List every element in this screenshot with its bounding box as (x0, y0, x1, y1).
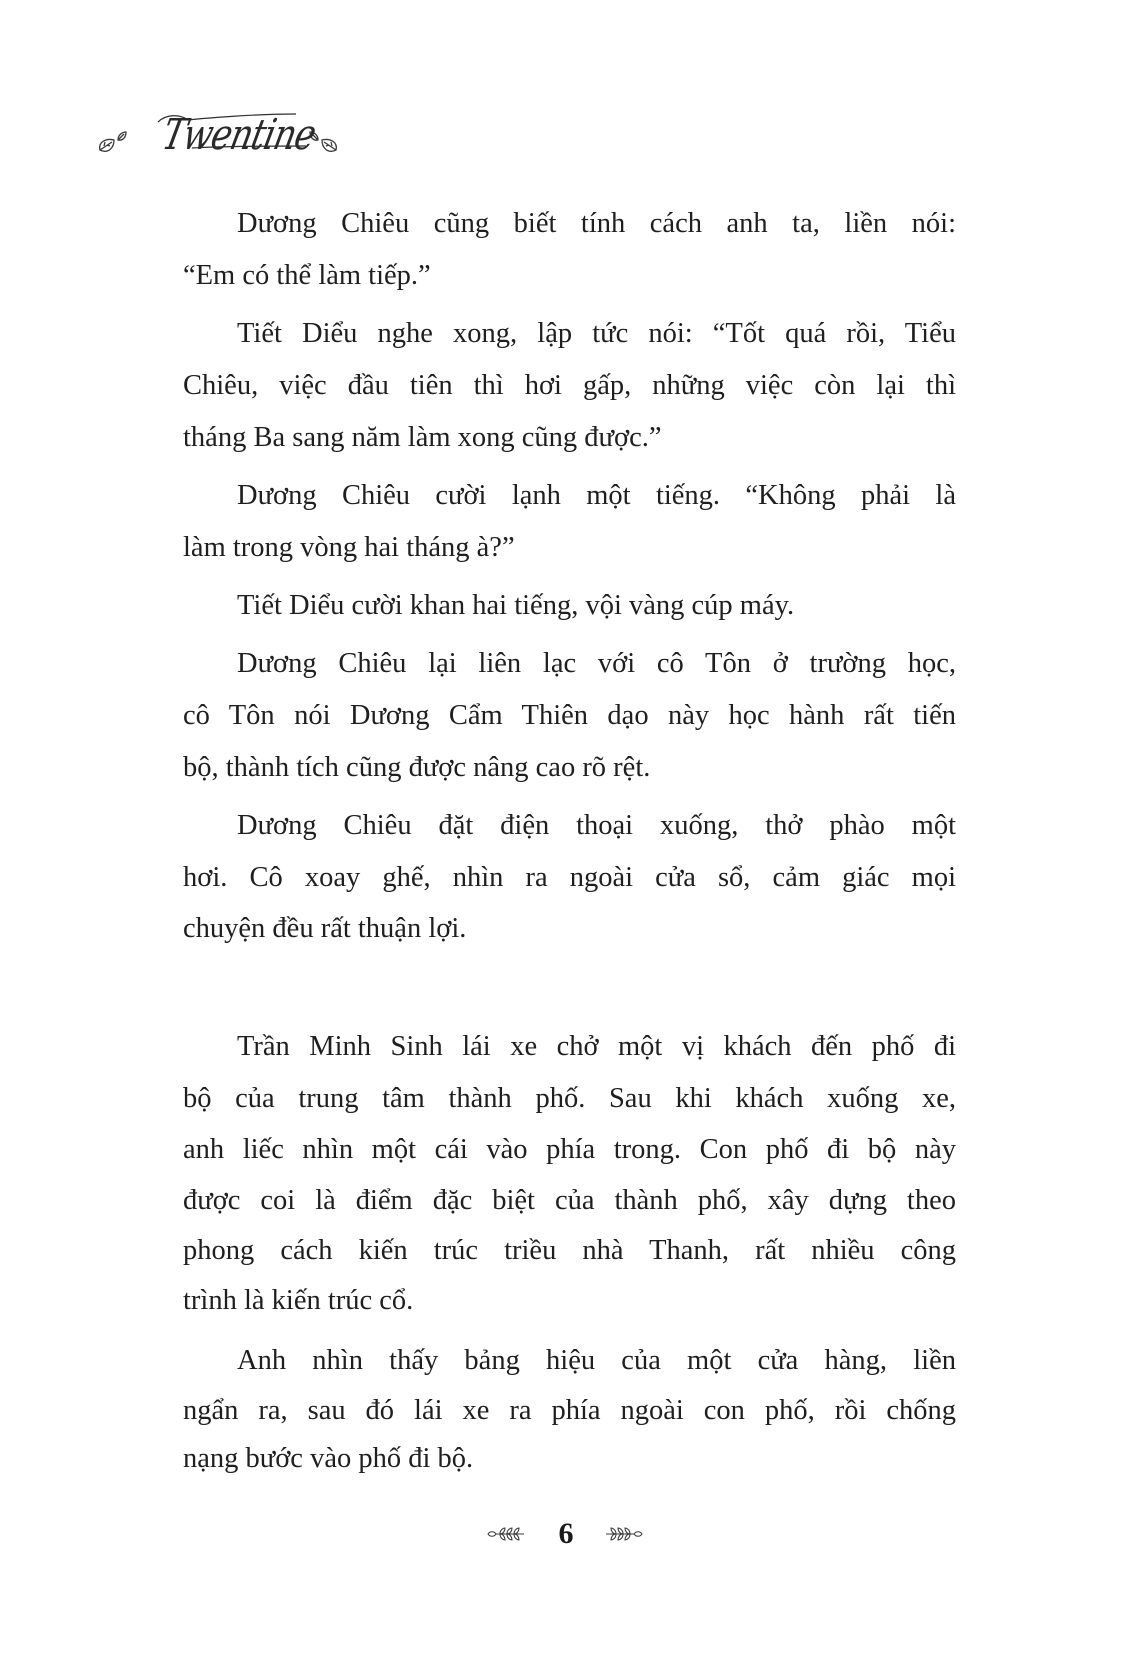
text-line: bộ của trung tâm thành phố. Sau khi khách xuống xe, (183, 1083, 956, 1114)
page-footer (0, 1512, 1126, 1558)
text-line: “Em có thể làm tiếp.” (183, 260, 431, 291)
text-line: Dương Chiêu lại liên lạc với cô Tôn ở trường học, (237, 648, 956, 679)
text-line: ngẩn ra, sau đó lái xe ra phía ngoài con phố, rồi chống (183, 1395, 956, 1426)
text-line: Chiêu, việc đầu tiên thì hơi gấp, những việc còn lại thì (183, 370, 956, 401)
running-header (96, 110, 376, 170)
running-title: Twentine (158, 110, 320, 160)
laurel-sprig-icon (486, 1526, 526, 1542)
text-line: anh liếc nhìn một cái vào phía trong. Con phố đi bộ này (183, 1134, 956, 1165)
text-line: hơi. Cô xoay ghế, nhìn ra ngoài cửa sổ, cảm giác mọi (183, 862, 956, 893)
text-line: nạng bước vào phố đi bộ. (183, 1443, 474, 1474)
text-line: Dương Chiêu cười lạnh một tiếng. “Không phải là (237, 480, 956, 511)
text-line: làm trong vòng hai tháng à?” (183, 532, 515, 563)
text-line: cô Tôn nói Dương Cẩm Thiên dạo này học hành rất tiến (183, 700, 956, 731)
text-line: Dương Chiêu cũng biết tính cách anh ta, liền nói: (237, 208, 956, 239)
text-line: Tiết Diểu nghe xong, lập tức nói: “Tốt quá rồi, Tiểu (237, 318, 956, 349)
laurel-sprig-icon (604, 1526, 644, 1542)
text-line: phong cách kiến trúc triều nhà Thanh, rất nhiều công (183, 1235, 956, 1266)
page-number: 6 (558, 1517, 574, 1550)
text-line: Trần Minh Sinh lái xe chở một vị khách đến phố đi (237, 1031, 956, 1062)
text-line: tháng Ba sang năm làm xong cũng được.” (183, 422, 662, 453)
text-line: trình là kiến trúc cổ. (183, 1285, 414, 1316)
text-line: được coi là điểm đặc biệt của thành phố, xây dựng theo (183, 1185, 956, 1216)
text-line: Anh nhìn thấy bảng hiệu của một cửa hàng, liền (237, 1345, 956, 1376)
text-line: Tiết Diểu cười khan hai tiếng, vội vàng cúp máy. (237, 590, 795, 621)
text-line: Dương Chiêu đặt điện thoại xuống, thở phào một (237, 810, 956, 841)
text-line: chuyện đều rất thuận lợi. (183, 913, 467, 944)
text-line: bộ, thành tích cũng được nâng cao rõ rệt. (183, 752, 651, 783)
